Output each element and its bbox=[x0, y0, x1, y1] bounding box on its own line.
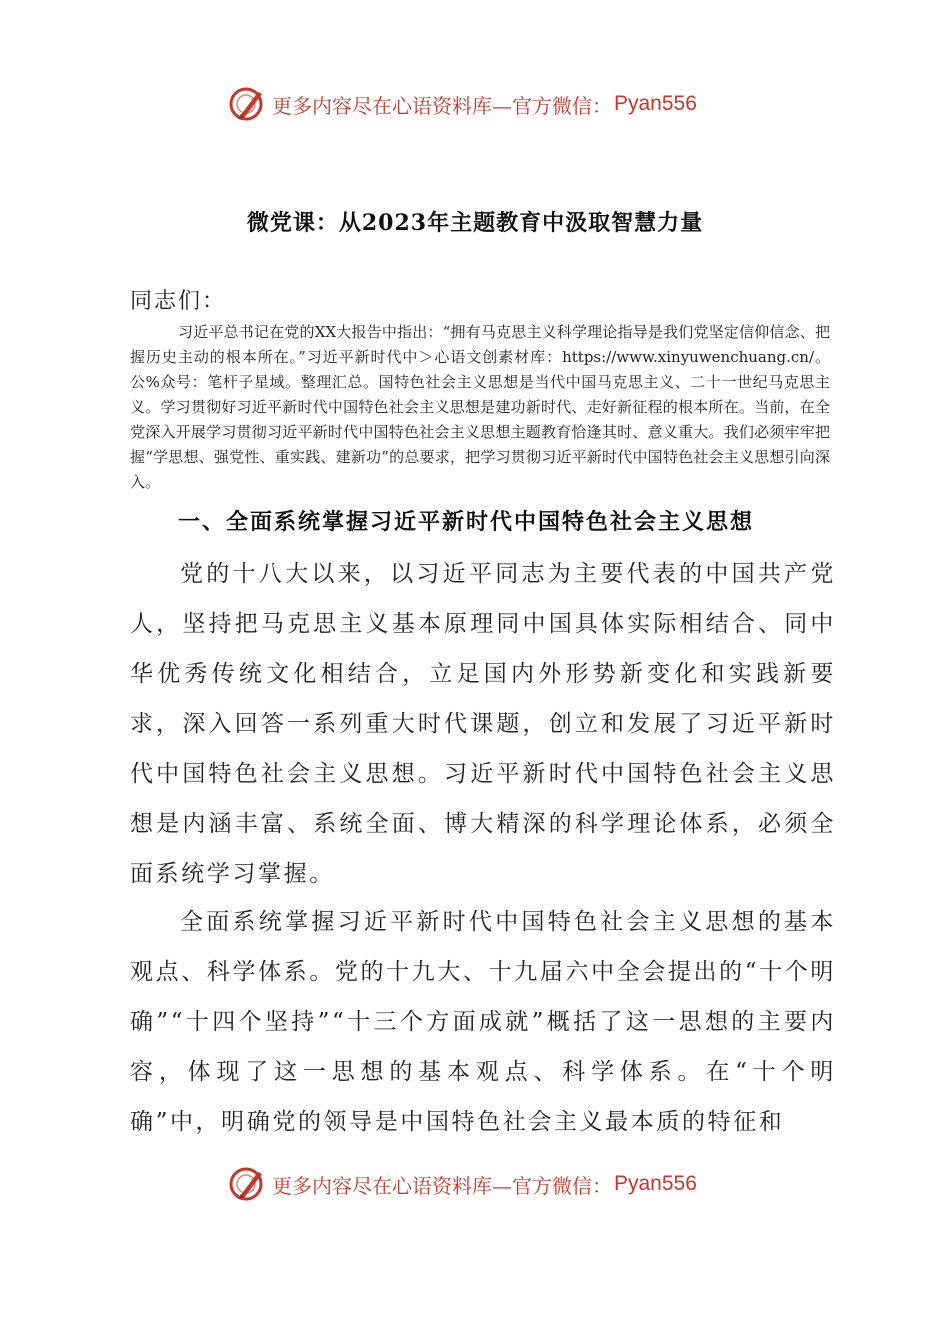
banner-text: 更多内容尽在心语资料库—官方微信： bbox=[272, 93, 612, 118]
document-title: 微党课：从2023年主题教育中汲取智慧力量 bbox=[246, 210, 704, 236]
banner-text: 更多内容尽在心语资料库—官方微信： bbox=[272, 1173, 612, 1198]
header-watermark-banner bbox=[228, 82, 697, 126]
quill-pen-logo-icon bbox=[228, 84, 268, 124]
section-heading: 一、全面系统掌握习近平新时代中国特色社会主义思想 bbox=[178, 509, 755, 535]
quill-pen-logo-icon bbox=[228, 1164, 268, 1204]
banner-wechat-id: Pyan556 bbox=[614, 1172, 697, 1195]
salutation: 同志们： bbox=[130, 289, 227, 314]
body-paragraph: 全面系统掌握习近平新时代中国特色社会主义思想的基本观点、科学体系。党的十九大、十九届六中全会提出的“十个明确”“十四个坚持”“十三个方面成就”概括了这一思想的主要内容，体现了这一思想的基本观点、科学体系。在“十个明确”中，明确党的领导是中国特色社会主义最本质的特征和 bbox=[130, 909, 836, 1135]
body-paragraph: 党的十八大以来，以习近平同志为主要代表的中国共产党人，坚持把马克思主义基本原理同中国具体实际相结合、同中华优秀传统文化相结合，立足国内外形势新变化和实践新要求，深入回答一系列重大时代课题，创立和发展了习近平新时代中国特色社会主义思想。习近平新时代中国特色社会主义思想是内涵丰富、系统全面、博大精深的科学理论体系，必须全面系统学习掌握。 bbox=[130, 561, 836, 887]
footer-watermark-banner bbox=[228, 1162, 697, 1206]
banner-wechat-id: Pyan556 bbox=[614, 92, 697, 115]
intro-paragraph: 习近平总书记在党的XX大报告中指出：“拥有马克思主义科学理论指导是我们党坚定信仰信念、把握历史主动的根本所在。”习近平新时代中＞心语文创素材库：https://www.xinyuwenchuang.cn/。公%众号：笔杆子星域。整理汇总。国特色社会主义思想是当代中国马克思主义、二十一世纪马克思主义。学习贯彻好习近平新时代中国特色社会主义思想是建功新时代、走好新征程的根本所在。当前，在全党深入开展学习贯彻习近平新时代中国特色社会主义思想主题教育恰逢其时、意义重大。我们必须牢牢把握“学思想、强党性、重实践、建新功”的总要求，把学习贯彻习近平新时代中国特色社会主义思想引向深入。 bbox=[130, 323, 830, 491]
